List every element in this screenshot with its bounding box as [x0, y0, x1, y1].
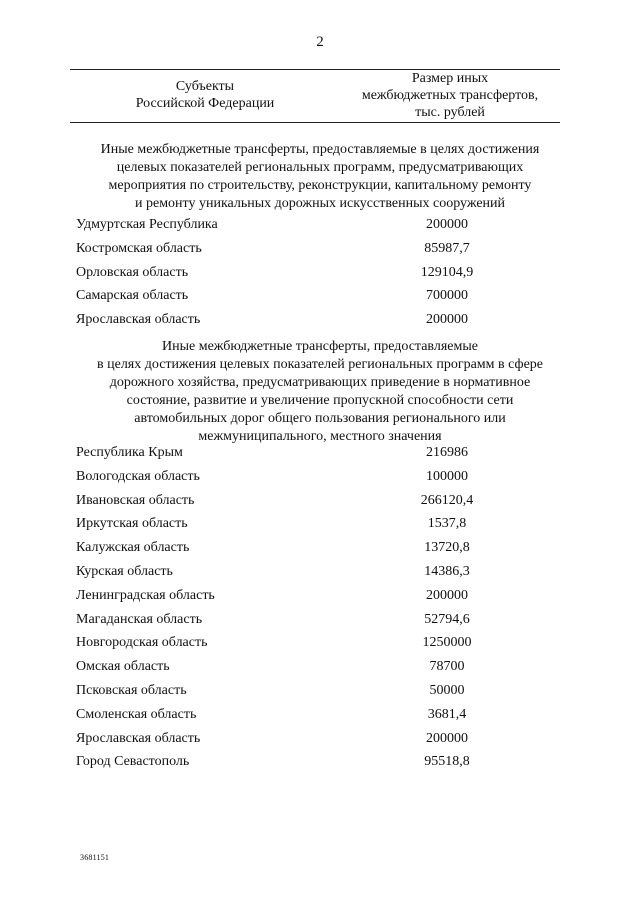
table-row	[76, 752, 576, 776]
table-row	[76, 263, 576, 287]
transfer-amount: 14386,3	[424, 563, 470, 579]
transfer-amount: 1250000	[422, 635, 472, 651]
subject-name: Калужская область	[76, 540, 190, 556]
column-header-transfer-size-line: межбюджетных трансфертов,	[361, 88, 539, 103]
section-title-line: состояние, развитие и увеличение пропускной способности сети	[126, 393, 514, 408]
subject-name: Вологодская область	[76, 468, 200, 484]
table-row	[76, 215, 576, 239]
section-rows-road-network	[76, 443, 576, 776]
subject-name: Псковская область	[76, 682, 187, 698]
column-header-subjects-line: Российской Федерации	[135, 96, 275, 111]
column-header-transfer-size-line: тыс. рублей	[415, 105, 485, 120]
column-header-subjects	[70, 78, 340, 112]
transfer-amount: 200000	[426, 312, 468, 328]
transfer-amount: 266120,4	[420, 492, 474, 508]
transfer-amount: 200000	[426, 587, 468, 603]
table-row	[76, 467, 576, 491]
transfer-amount: 13720,8	[424, 540, 470, 556]
subject-name: Ивановская область	[76, 492, 195, 508]
transfer-amount: 216986	[426, 445, 468, 460]
document-code: 3681151	[80, 853, 110, 862]
section-title-line: мероприятия по строительству, реконструкции, капитальному ремонту	[108, 178, 532, 193]
section-title-artificial-structures	[70, 141, 570, 213]
table-row	[76, 657, 576, 681]
transfer-amount: 85987,7	[424, 240, 470, 256]
subject-name: Омская область	[76, 659, 170, 675]
table-row	[76, 286, 576, 310]
section-title-line: дорожного хозяйства, предусматривающих приведение в нормативное	[109, 375, 531, 390]
table-row	[76, 239, 576, 263]
section-title-line: автомобильных дорог общего пользования регионального или	[134, 411, 506, 426]
section-title-line: целевых показателей региональных программ, предусматривающих	[116, 160, 524, 175]
subject-name: Иркутская область	[76, 516, 188, 532]
table-row	[76, 705, 576, 729]
table-row	[76, 562, 576, 586]
section-title-line: Иные межбюджетные трансферты, предоставляемые в целях достижения	[100, 142, 540, 157]
subject-name: Республика Крым	[76, 445, 183, 460]
section-rows-artificial-structures	[76, 215, 576, 334]
transfer-amount: 100000	[426, 468, 468, 484]
subject-name: Самарская область	[76, 288, 189, 304]
section-title-line: межмуниципального, местного значения	[198, 429, 442, 444]
table-row	[76, 491, 576, 515]
section-title-line: и ремонту уникальных дорожных искусственных сооружений	[134, 196, 506, 211]
subject-name: Город Севастополь	[76, 754, 190, 770]
table-row	[76, 729, 576, 753]
subject-name: Ярославская область	[76, 730, 201, 746]
subject-name: Ярославская область	[76, 312, 201, 328]
subject-name: Ленинградская область	[76, 587, 215, 603]
table-row	[76, 610, 576, 634]
section-title-road-network	[70, 338, 570, 446]
transfer-amount: 1537,8	[427, 516, 467, 532]
table-row	[76, 514, 576, 538]
transfer-amount: 200000	[426, 217, 468, 232]
transfer-amount: 200000	[426, 730, 468, 746]
transfer-amount: 52794,6	[424, 611, 470, 627]
subject-name: Магаданская область	[76, 611, 203, 627]
table-row	[76, 586, 576, 610]
table-row	[76, 310, 576, 334]
transfer-amount: 700000	[426, 288, 468, 304]
column-header-transfer-size-line: Размер иных	[411, 71, 489, 86]
page-number: 2	[316, 34, 324, 50]
table-header-bottom-rule	[70, 122, 560, 123]
table-row	[76, 443, 576, 467]
column-header-subjects-line: Субъекты	[175, 79, 235, 94]
transfer-amount: 95518,8	[424, 754, 470, 770]
subject-name: Курская область	[76, 563, 173, 579]
section-title-line: в целях достижения целевых показателей региональных программ в сфере	[97, 357, 543, 372]
transfer-amount: 3681,4	[427, 706, 467, 722]
transfer-amount: 129104,9	[420, 264, 474, 280]
transfer-amount: 50000	[429, 682, 465, 698]
table-row	[76, 681, 576, 705]
subject-name: Костромская область	[76, 240, 202, 256]
table-row	[76, 538, 576, 562]
subject-name: Смоленская область	[76, 706, 197, 722]
section-title-line: Иные межбюджетные трансферты, предоставляемые	[162, 339, 478, 354]
subject-name: Орловская область	[76, 264, 189, 280]
column-header-transfer-size	[340, 70, 560, 121]
table-row	[76, 633, 576, 657]
subject-name: Удмуртская Республика	[76, 217, 218, 232]
transfer-amount: 78700	[429, 659, 465, 675]
subject-name: Новгородская область	[76, 635, 208, 651]
